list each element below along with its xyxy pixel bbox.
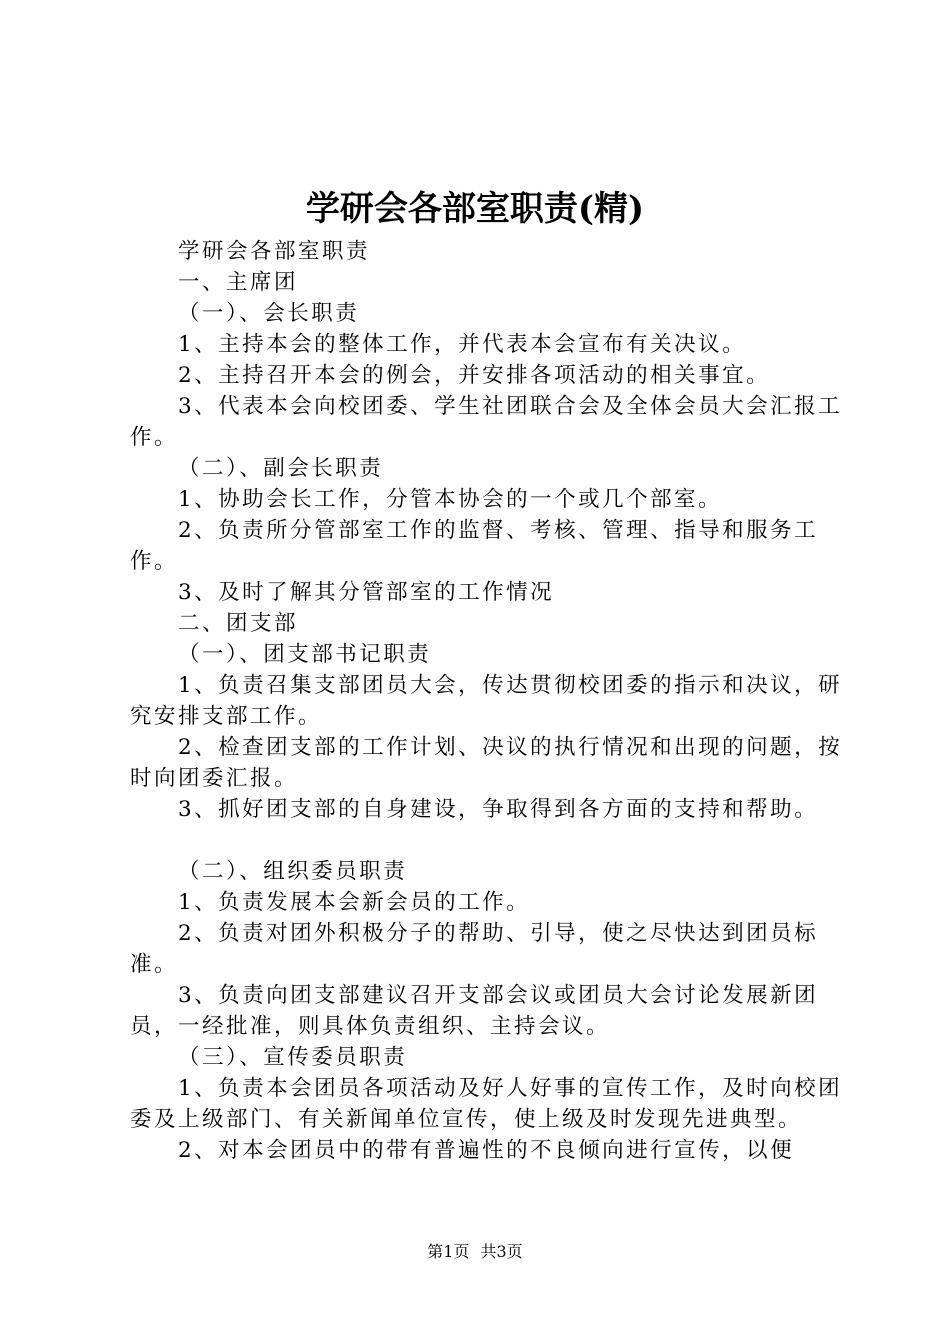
paragraph: 2、检查团支部的工作计划、决议的执行情况和出现的问题，按时向团委汇报。 (130, 735, 843, 791)
subsection-heading: （一）、会长职责 (178, 301, 360, 326)
paragraph: 2、对本会团员中的带有普遍性的不良倾向进行宣传，以便 (178, 1138, 795, 1163)
document-title: 学研会各部室职责(精) (305, 189, 645, 229)
subsection-heading: （一）、团支部书记职责 (178, 642, 432, 667)
subsection-heading: （二）、组织委员职责 (178, 859, 408, 884)
paragraph: 2、负责对团外积极分子的帮助、引导，使之尽快达到团员标准。 (130, 921, 819, 977)
section-heading: 二、团支部 (178, 611, 299, 636)
subsection-heading: （二）、副会长职责 (178, 456, 384, 481)
paragraph: 3、负责向团支部建议召开支部会议或团员大会讨论发展新团员，一经批准，则具体负责组织、主持会议。 (130, 983, 819, 1039)
subsection-heading: （三）、宣传委员职责 (178, 1045, 408, 1070)
blank-line (130, 825, 850, 856)
paragraph: 2、负责所分管部室工作的监督、考核、管理、指导和服务工作。 (130, 518, 819, 574)
paragraph: 学研会各部室职责 (178, 239, 371, 264)
section-heading: 一、主席团 (178, 270, 299, 295)
paragraph: 1、负责召集支部团员大会，传达贯彻校团委的指示和决议，研究安排支部工作。 (130, 673, 843, 729)
paragraph: 1、负责发展本会新会员的工作。 (178, 890, 531, 915)
paragraph: 2、主持召开本会的例会，并安排各项活动的相关事宜。 (178, 363, 771, 388)
paragraph: 1、主持本会的整体工作，并代表本会宣布有关决议。 (178, 332, 747, 357)
page-number: 第1页 (427, 1242, 470, 1261)
paragraph: 1、负责本会团员各项活动及好人好事的宣传工作，及时向校团委及上级部门、有关新闻单位宣传，使上级及时发现先进典型。 (130, 1076, 843, 1132)
page-total: 共3页 (480, 1242, 523, 1261)
page-footer (0, 1240, 950, 1264)
paragraph: 3、代表本会向校团委、学生社团联合会及全体会员大会汇报工作。 (130, 394, 843, 450)
paragraph: 3、及时了解其分管部室的工作情况 (178, 580, 555, 605)
paragraph: 3、抓好团支部的自身建设，争取得到各方面的支持和帮助。 (178, 797, 819, 822)
document-body (130, 236, 850, 1166)
paragraph: 1、协助会长工作，分管本协会的一个或几个部室。 (178, 487, 723, 512)
